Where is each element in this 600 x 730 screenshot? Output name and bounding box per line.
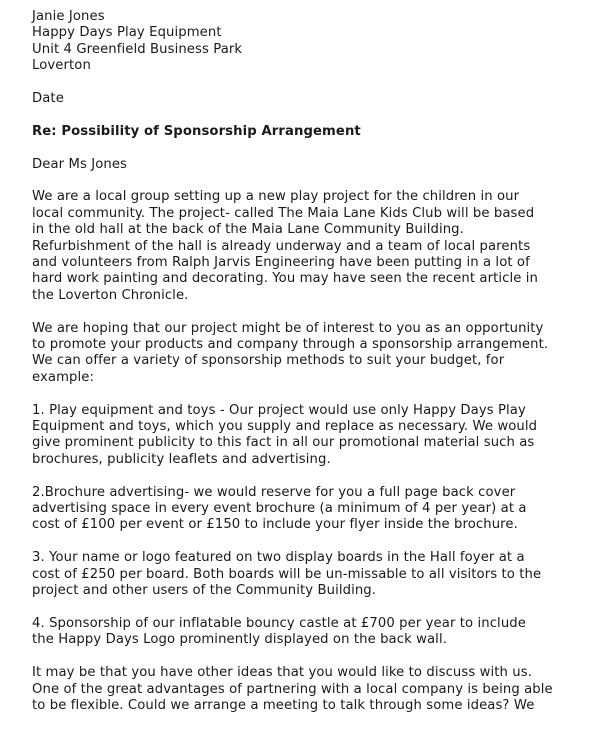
spacer [32,386,592,402]
paragraph-line: 1. Play equipment and toys - Our project would use only Happy Days Play [32,402,526,418]
spacer [32,468,592,484]
spacer [32,534,592,550]
paragraph-line: We are a local group setting up a new play project for the children in our [32,189,520,205]
spacer [32,75,592,91]
letter-date: Date [32,91,64,107]
paragraph-line: example: [32,369,95,385]
spacer [32,304,592,320]
paragraph-option-1 [32,403,592,469]
paragraph-line: Refurbishment of the hall is already underway and a team of local parents [32,238,531,254]
recipient-name: Janie Jones [32,9,105,24]
paragraph-closing [32,665,592,714]
paragraph-line: to be flexible. Could we arrange a meeting to talk through some ideas? We [32,697,535,713]
recipient-company: Happy Days Play Equipment [32,25,222,41]
paragraph-line: the Happy Days Logo prominently displayed on the back wall. [32,632,448,648]
recipient-town: Loverton [32,58,91,74]
spacer [32,173,592,189]
paragraph-line: We are hoping that our project might be of interest to you as an opportunity [32,320,544,336]
paragraph-line: advertising space in every event brochure (a minimum of 4 per year) at a [32,501,527,517]
paragraph-option-2 [32,485,592,534]
paragraph-opportunity [32,321,592,387]
paragraph-line: cost of £250 per board. Both boards will be un-missable to all visitors to the [32,566,542,582]
paragraph-line: One of the great advantages of partnering with a local company is being able [32,681,553,697]
letter-subject: Re: Possibility of Sponsorship Arrangement [32,123,361,139]
paragraph-line: in the old hall at the back of the Maia Lane Community Building. [32,222,464,238]
paragraph-line: 4. Sponsorship of our inflatable bouncy castle at £700 per year to include [32,615,526,631]
paragraph-line: the Loverton Chronicle. [32,287,189,303]
paragraph-line: to promote your products and company through a sponsorship arrangement. [32,337,549,353]
paragraph-option-3 [32,550,592,599]
recipient-address [32,9,592,75]
paragraph-line: hard work painting and decorating. You may have seen the recent article in [32,271,538,287]
paragraph-intro [32,189,592,304]
recipient-address-line: Unit 4 Greenfield Business Park [32,41,243,57]
paragraph-line: We can offer a variety of sponsorship methods to suit your budget, for [32,353,505,369]
spacer [32,107,592,123]
spacer [32,600,592,616]
paragraph-line: 3. Your name or logo featured on two display boards in the Hall foyer at a [32,550,525,566]
paragraph-line: 2.Brochure advertising- we would reserve for you a full page back cover [32,484,516,500]
paragraph-line: give prominent publicity to this fact in all our promotional material such as [32,435,535,451]
spacer [32,140,592,156]
letter-salutation: Dear Ms Jones [32,156,128,172]
letter-document [32,9,592,714]
paragraph-line: local community. The project- called The Maia Lane Kids Club will be based [32,205,535,221]
paragraph-line: It may be that you have other ideas that you would like to discuss with us. [32,665,533,681]
paragraph-line: Equipment and toys, which you supply and replace as necessary. We would [32,419,538,435]
paragraph-option-4 [32,616,592,649]
paragraph-line: project and other users of the Community Building. [32,583,377,599]
spacer [32,649,592,665]
paragraph-line: and volunteers from Ralph Jarvis Engineering have been putting in a lot of [32,255,530,271]
paragraph-line: brochures, publicity leaflets and advertising. [32,451,331,467]
paragraph-line: cost of £100 per event or £150 to include your flyer inside the brochure. [32,517,518,533]
